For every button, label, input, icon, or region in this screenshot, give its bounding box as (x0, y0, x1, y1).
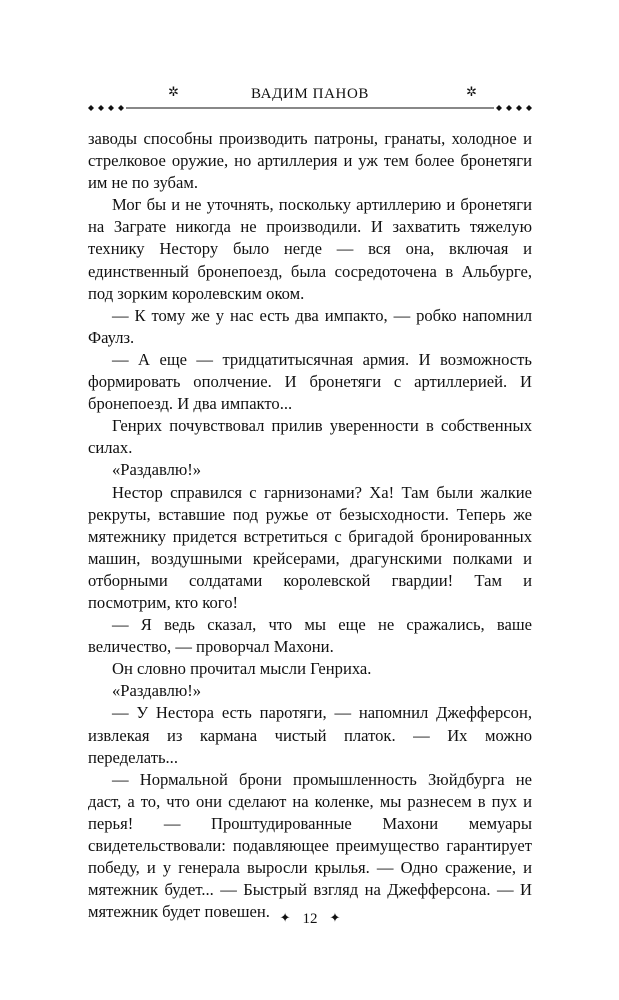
paragraph: Мог бы и не уточнять, поскольку артиллерию и бронетяги на Заграте никогда не производили. И захватить тяжелую технику Нестору было негде — вся она, включая и единственный бронепоезд, была сосредоточена в Альбурге, под зорким королевским оком. (88, 195, 532, 303)
paragraph: — У Нестора есть паротяги, — напомнил Джефферсон, извлекая из кармана чистый платок. — Их можно переделать... (88, 703, 532, 767)
star-icon: ✲ (466, 84, 477, 99)
paragraph: «Раздавлю!» (112, 460, 202, 480)
paragraph: «Раздавлю!» (112, 681, 202, 701)
paragraph: — К тому же у нас есть два импакто, — робко напомнил Фаулз. (88, 305, 532, 347)
page-footer (88, 910, 532, 928)
running-header (88, 82, 532, 112)
paragraph: заводы способны производить патроны, гранаты, холодное и стрелковое оружие, но артиллерия и уж тем более бронетяги им не по зубам. (88, 129, 532, 193)
paragraph: Нестор справился с гарнизонами? Ха! Там были жалкие рекруты, вставшие под ружье от безысходности. Теперь же мятежнику придется встретиться с бригадой бронированных машин, воздушными крейсерами, драгунскими полками и отборными солдатами королевской гвардии! Там и посмотрим, кто кого! (88, 482, 532, 612)
diamond-star-icon: ✦ (279, 910, 291, 925)
diamond-star-icon: ✦ (329, 910, 341, 925)
paragraph: Он словно прочитал мысли Генриха. (112, 659, 372, 679)
paragraph: — Нормальной брони промышленность Зюйдбурга не даст, а то, что они сделают на коленке, мы разнесем в пух и перья! — Проштудированные Махони мемуары свидетельствовали: подавляющее преимущество гарантирует победу, и у генерала выросли крылья. — Одно сражение, и мятежник будет... — Быстрый взгляд на Джефферсона. — И мятежник будет повешен. (88, 769, 532, 922)
page-body (88, 128, 532, 923)
page-number: 12 (302, 911, 318, 927)
paragraph: — Я ведь сказал, что мы еще не сражались, ваше величество, — проворчал Махони. (88, 615, 532, 657)
star-icon: ✲ (168, 84, 179, 99)
paragraph: Генрих почувствовал прилив уверенности в собственных силах. (88, 416, 532, 458)
paragraph: — А еще — тридцатитысячная армия. И возможность формировать ополчение. И бронетяги с артиллерией. И бронепоезд. И два импакто... (88, 349, 532, 414)
header-rule (88, 103, 532, 113)
author-name: ВАДИМ ПАНОВ (251, 86, 369, 102)
